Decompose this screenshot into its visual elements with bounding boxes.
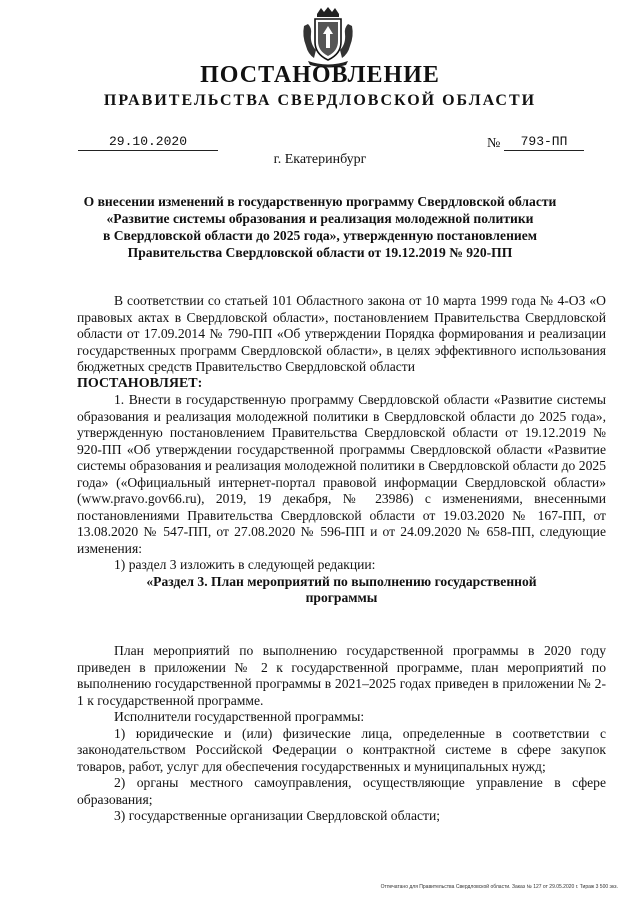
heading-line: «Развитие системы образования и реализация молодежной политики — [106, 211, 534, 226]
decree-word: ПОСТАНОВЛЯЕТ: — [77, 375, 203, 391]
heading-line: в Свердловской области до 2025 года», утвержденную постановлением — [102, 228, 538, 243]
paragraph: 2) органы местного самоуправления, осуществляющие управление в сфере образования; — [77, 775, 606, 807]
paragraph: 1) раздел 3 изложить в следующей редакции: — [114, 557, 376, 572]
coat-of-arms-icon — [300, 6, 356, 68]
document-number: 793-ПП — [504, 134, 584, 151]
document-date: 29.10.2020 — [78, 134, 218, 151]
print-footer: Отпечатано для Правительства Свердловской области. Заказ № 127 от 29.05.2020 г. Тираж 3 500 экз. — [380, 884, 618, 890]
paragraph: 1. Внести в государственную программу Свердловской области «Развитие системы образования и реализация молодежной политики в Свердловской области до 2025 года», утвержденную постановлением Правительства Свердловской области от 19.12.2019 № 920-ПП «Об утверждении государственной программы Свердловской области «Развитие системы образования и реализация молодежной политики в Свердловской области до 2025 года» («Официальный интернет-портал правовой информации Свердловской области» (www.pravo.gov66.ru), 2019, 19 декабря, № 23986) с изменениями, внесенными постановлениями Правительства Свердловской области от 19.03.2020 № 167-ПП, от 13.08.2020 № 547-ПП, от 27.08.2020 № 596-ПП и от 24.09.2020 № 658-ПП, следующие изменения: — [77, 392, 606, 556]
paragraph: Исполнители государственной программы: — [114, 709, 365, 724]
number-sign: № — [487, 136, 501, 151]
document-heading — [60, 193, 580, 261]
paragraph: 1) юридические и (или) физические лица, определенные в соответствии с законодательством Российской Федерации о контрактной системе в сфере закупок товаров, работ, услуг для обеспечения государственных и муниципальных нужд; — [77, 725, 606, 774]
heading-line: Правительства Свердловской области от 19.12.2019 № 920-ПП — [127, 245, 513, 260]
document-city: г. Екатеринбург — [273, 152, 367, 167]
section-title: «Раздел 3. План мероприятий по выполнению государственной программы — [146, 573, 537, 605]
paragraph: В соответствии со статьей 101 Областного закона от 10 марта 1999 года № 4-ОЗ «О правовых актах в Свердловской области», постановлением Правительства Свердловской области от 17.09.2014 № 790-ПП «Об утверждении Порядка формирования и реализации государственных программ Свердловской области», в целях эффективного использования бюджетных средств Правительство Свердловской области — [77, 293, 606, 374]
section-body — [77, 643, 606, 825]
heading-line: О внесении изменений в государственную программу Свердловской области — [83, 194, 557, 209]
preamble — [77, 293, 606, 607]
paragraph: 3) государственные организации Свердловской области; — [114, 808, 441, 823]
paragraph: План мероприятий по выполнению государственной программы в 2020 году приведен в приложении № 2 к государственной программе, план мероприятий по выполнению государственной программы в 2021–2025 годах приведен в приложении № 2-1 к государственной программе. — [77, 643, 606, 708]
document-subtitle: ПРАВИТЕЛЬСТВА СВЕРДЛОВСКОЙ ОБЛАСТИ — [103, 92, 537, 109]
document-title: ПОСТАНОВЛЕНИЕ — [200, 62, 440, 88]
